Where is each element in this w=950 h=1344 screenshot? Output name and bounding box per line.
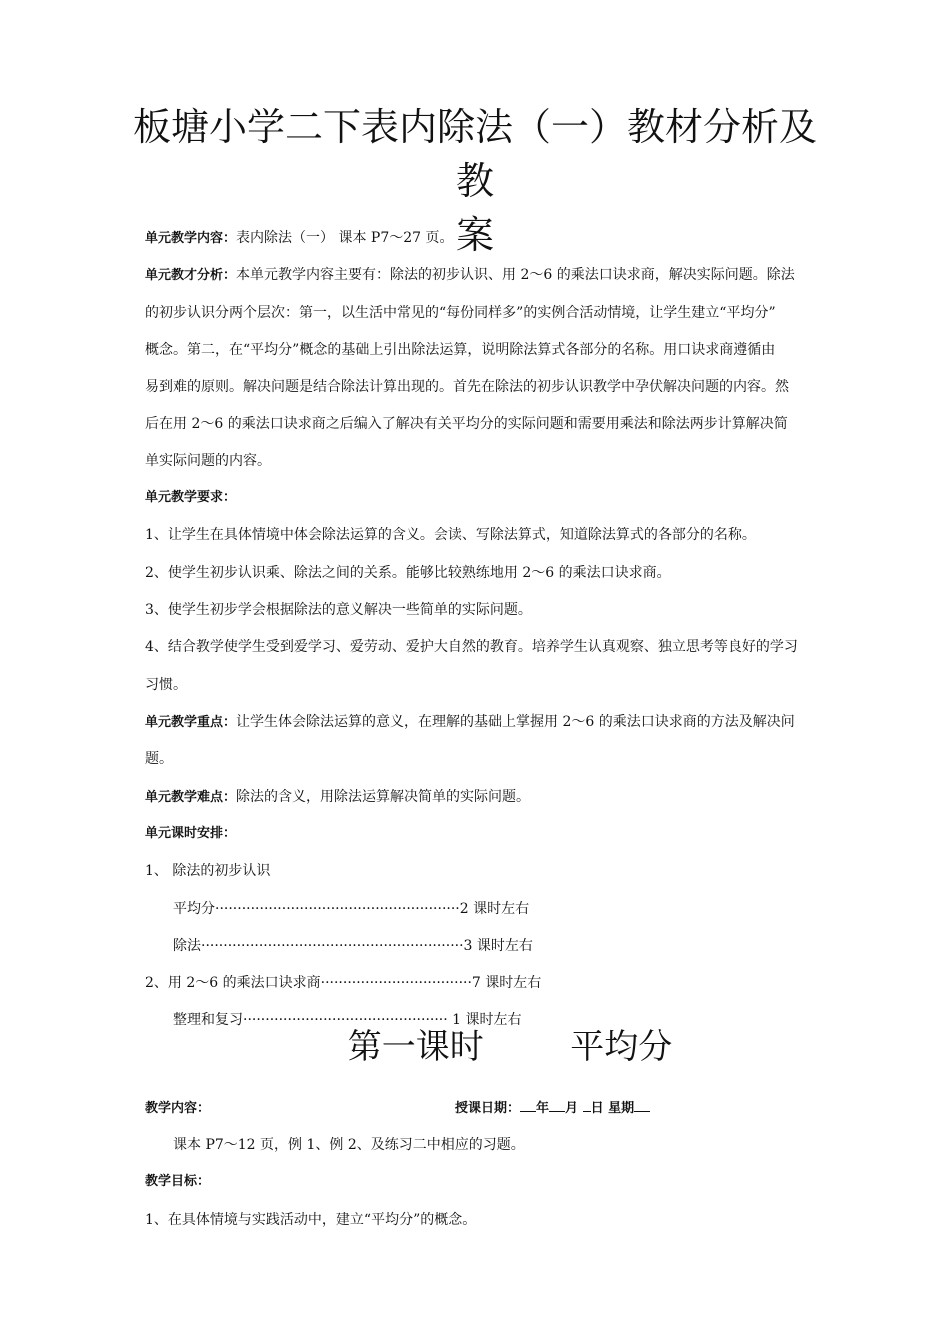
date-blank [549, 1099, 565, 1112]
key-point-text: 让学生体会除法运算的意义，在理解的基础上掌握用 2～6 的乘法口诀求商的方法及解决问 [236, 714, 795, 730]
date-month: 月 [565, 1101, 579, 1116]
requirement-item: 4、结合教学使学生受到爱学习、爱劳动、爱护大自然的教育。培养学生认真观察、独立思考等良好的学习 [145, 639, 798, 655]
schedule-row: 1、 除法的初步认识 [145, 863, 271, 879]
analysis-line [145, 266, 810, 285]
analysis-text: 本单元教学内容主要有：除法的初步认识、用 2～6 的乘法口诀求商，解决实际问题。除法 [236, 267, 795, 283]
schedule-row: 2、用 2～6 的乘法口诀求商··································7 课时左右 [145, 975, 542, 991]
date-blank [583, 1099, 591, 1112]
requirements-label: 单元教学要求： [145, 490, 237, 505]
analysis-line: 易到难的原则。解决问题是结合除法计算出现的。首先在除法的初步认识教学中孕伏解决问题的内容。然 [145, 379, 789, 395]
title-line-1: 板塘小学二下表内除法（一）教材分析及教 [132, 105, 817, 203]
key-point [145, 713, 810, 732]
lesson-content-label: 教学内容： [145, 1101, 211, 1116]
analysis-line: 后在用 2～6 的乘法口诀求商之后编入了解决有关平均分的实际问题和需要用乘法和除法两步计算解决简 [145, 416, 788, 432]
analysis-line: 的初步认识分两个层次：第一，以生活中常见的“每份同样多”的实例合活动情境，让学生建立“平均分” [145, 305, 776, 321]
lesson-goal-label: 教学目标： [145, 1174, 211, 1189]
schedule-row: 平均分·······················································2 课时左右 [173, 901, 530, 917]
requirement-item: 3、使学生初步学会根据除法的意义解决一些简单的实际问题。 [145, 602, 532, 618]
schedule-row: 除法···························································3 课时左右 [173, 938, 533, 954]
unit-content-text: 表内除法（一） 课本 P7～27 页。 [236, 230, 454, 246]
date-year: 年 [536, 1101, 550, 1116]
analysis-line: 单实际问题的内容。 [145, 453, 271, 469]
unit-content-label: 单元教学内容： [145, 231, 237, 246]
unit-content [145, 229, 810, 248]
difficulty-label: 单元教学难点： [145, 790, 237, 805]
requirement-item: 习惯。 [145, 677, 187, 693]
analysis-line: 概念。第二，在“平均分”概念的基础上引出除法运算，说明除法算式各部分的名称。用口诀求商遵循由 [145, 342, 776, 358]
schedule-row: 整理和复习·············································· 1 课时左右 [173, 1012, 522, 1028]
lesson-date [455, 1099, 650, 1118]
difficulty-text: 除法的含义，用除法运算解决简单的实际问题。 [236, 789, 531, 805]
schedule-label: 单元课时安排： [145, 826, 237, 841]
lesson-goal-item: 1、在具体情境与实践活动中，建立“平均分”的概念。 [145, 1212, 477, 1228]
requirement-item: 1、让学生在具体情境中体会除法运算的含义。会读、写除法算式，知道除法算式的各部分的名称。 [145, 527, 756, 543]
date-blank [520, 1099, 536, 1112]
analysis-label: 单元教才分析： [145, 268, 237, 283]
key-point-label: 单元教学重点： [145, 715, 237, 730]
key-point-text-continued: 题。 [145, 751, 173, 767]
difficulty [145, 788, 810, 807]
lesson-content-text: 课本 P7～12 页，例 1、例 2、及练习二中相应的习题。 [173, 1137, 525, 1153]
lesson-content-row [145, 1099, 810, 1118]
date-day: 日 星期 [590, 1101, 635, 1116]
title-line-2: 案 [455, 213, 494, 257]
lesson-title: 第一课时 平均分 [347, 1027, 673, 1067]
date-blank [634, 1099, 650, 1112]
lesson-date-label: 授课日期： [455, 1101, 521, 1116]
requirement-item: 2、使学生初步认识乘、除法之间的关系。能够比较熟练地用 2～6 的乘法口诀求商。 [145, 565, 671, 581]
